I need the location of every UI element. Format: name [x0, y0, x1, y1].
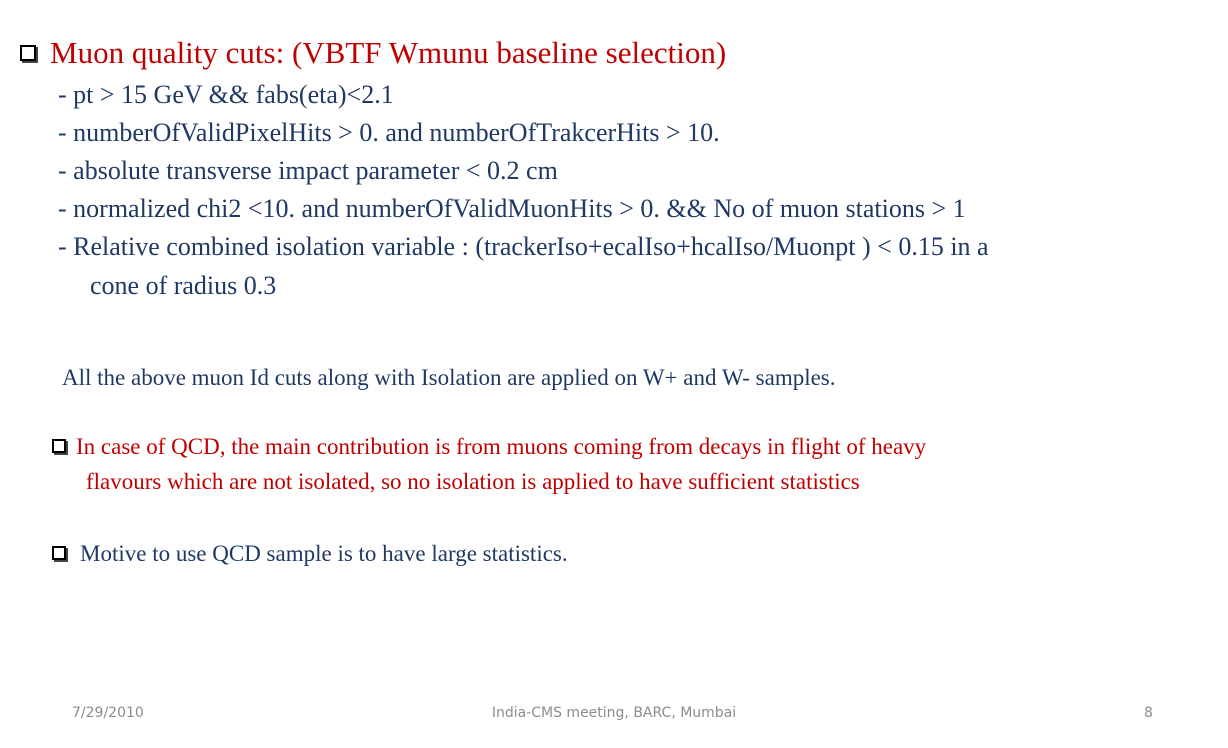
square-bullet-icon [20, 45, 36, 61]
cut-pt-eta: - pt > 15 GeV && fabs(eta)<2.1 [58, 80, 394, 109]
heading-text: Muon quality cuts: (VBTF Wmunu baseline selection) [50, 35, 727, 70]
cut-impact-parameter: - absolute transverse impact parameter < 0.2 cm [58, 156, 558, 185]
square-bullet-icon [52, 439, 66, 453]
cut-isolation: - Relative combined isolation variable : (trackerIso+ecalIso+hcalIso/Muonpt ) < 0.15 in a [58, 232, 989, 261]
motive-text: Motive to use QCD sample is to have large statistics. [80, 541, 568, 566]
qcd-text-line2: flavours which are not isolated, so no isolation is applied to have sufficient statistics [86, 469, 860, 494]
cuts-applied-note: All the above muon Id cuts along with Isolation are applied on W+ and W- samples. [62, 365, 836, 390]
square-bullet-icon [52, 546, 66, 560]
slide-heading [20, 33, 726, 73]
qcd-bullet [52, 432, 926, 462]
footer-title: India-CMS meeting, BARC, Mumbai [491, 705, 737, 721]
qcd-text-line1: In case of QCD, the main contribution is from muons coming from decays in flight of heavy [76, 434, 927, 459]
cut-isolation-continued: cone of radius 0.3 [90, 271, 277, 300]
footer-date: 7/29/2010 [72, 705, 144, 721]
cut-pixel-tracker-hits: - numberOfValidPixelHits > 0. and numberOfTrakcerHits > 10. [58, 118, 720, 147]
cut-chi2-muon-hits: - normalized chi2 <10. and numberOfValidMuonHits > 0. && No of muon stations > 1 [58, 194, 966, 223]
footer-page-number: 8 [1144, 705, 1153, 721]
motive-bullet [52, 539, 568, 569]
